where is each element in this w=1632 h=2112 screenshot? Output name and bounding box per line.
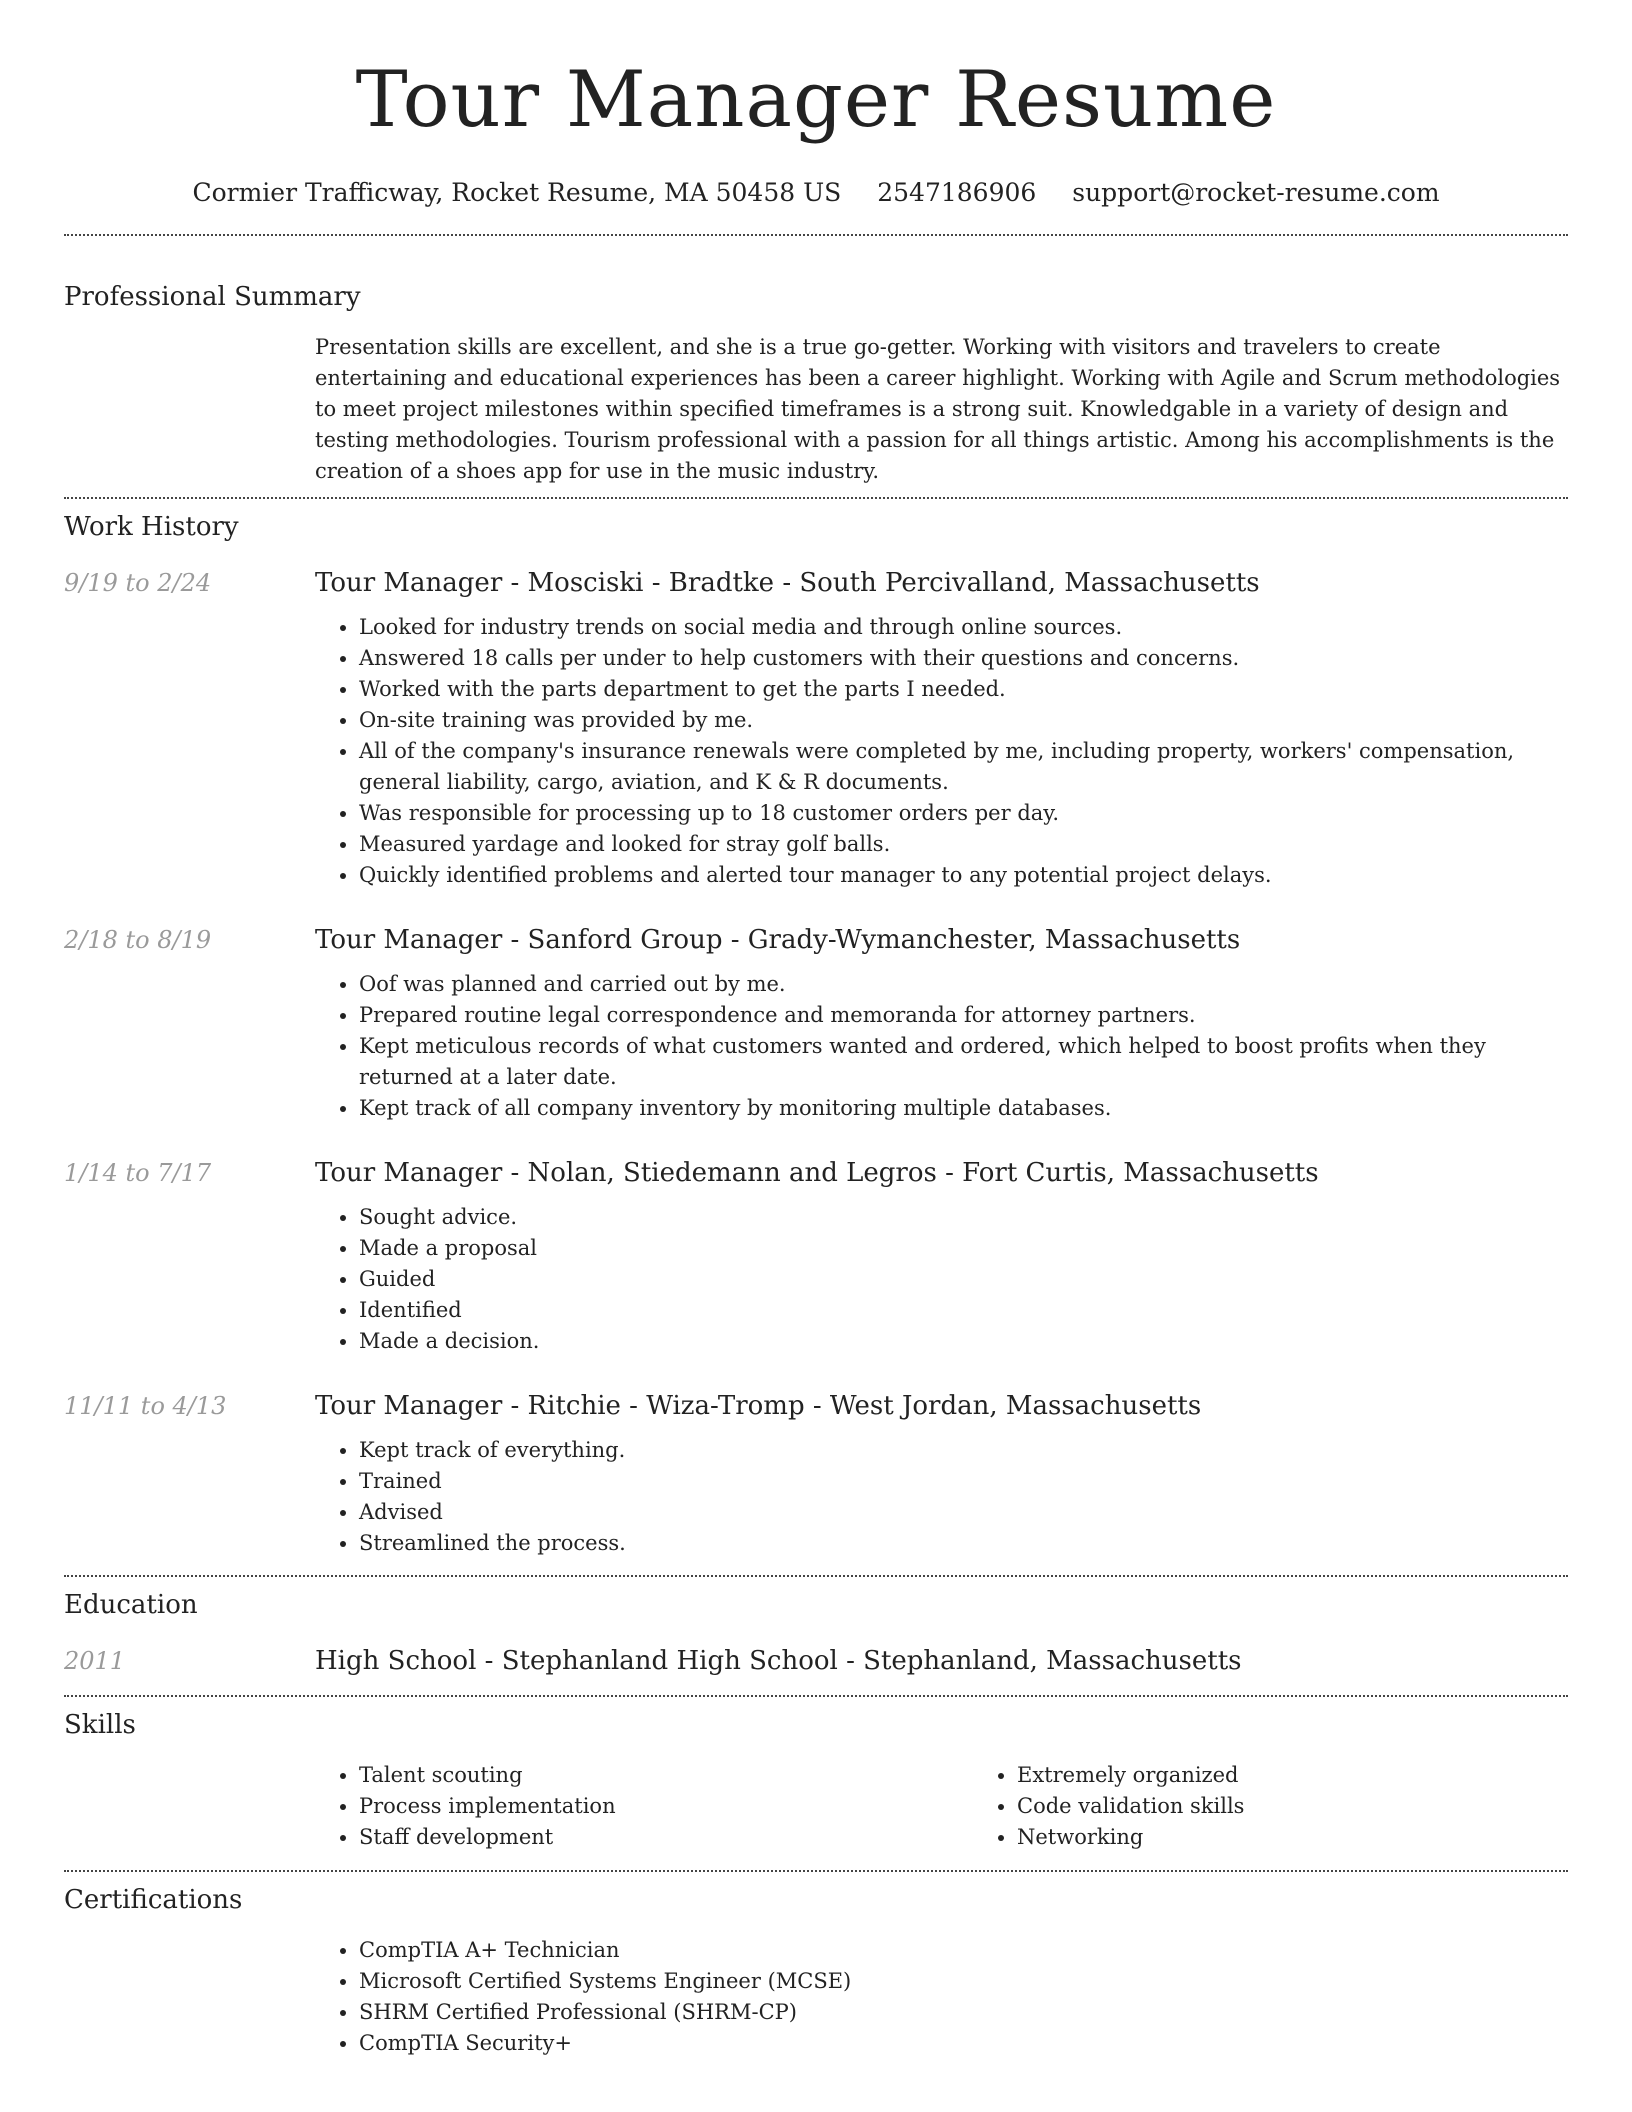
job-dates: 9/19 to 2/24 (64, 569, 212, 597)
certification-item: • CompTIA Security+ (359, 2028, 1568, 2059)
divider (64, 1695, 1568, 1697)
bullet-item: • Made a decision. (359, 1326, 1568, 1357)
email: support@rocket-resume.com (1072, 178, 1440, 207)
certification-item: • CompTIA A+ Technician (359, 1935, 1568, 1966)
skill-item: • Code validation skills (1017, 1791, 1631, 1822)
skills-list-left (315, 1760, 973, 1853)
bullet-item: • Looked for industry trends on social media and through online sources. (359, 612, 1568, 643)
summary-heading: Professional Summary (64, 282, 361, 312)
certification-item: • Microsoft Certified Systems Engineer (MCSE) (359, 1966, 1568, 1997)
education-title: High School - Stephanland High School - Stephanland, Massachusetts (315, 1646, 1242, 1676)
divider (64, 1575, 1568, 1577)
bullet-item: • On-site training was provided by me. (359, 705, 1568, 736)
skill-item: • Process implementation (359, 1791, 973, 1822)
certification-item: • SHRM Certified Professional (SHRM-CP) (359, 1997, 1568, 2028)
bullet-item: • Trained (359, 1466, 1568, 1497)
certifications-list (315, 1935, 1568, 2059)
education-year: 2011 (64, 1647, 126, 1675)
job-bullets (315, 1202, 1568, 1357)
bullet-item: • Worked with the parts department to get the parts I needed. (359, 674, 1568, 705)
work-heading: Work History (64, 512, 239, 542)
education-entry (64, 1644, 1568, 1678)
divider (64, 234, 1568, 236)
bullet-item: • Made a proposal (359, 1233, 1568, 1264)
summary-text: Presentation skills are excellent, and she is a true go-getter. Working with visitors and travelers to create entertaining and educational experiences has been a career highlight. Working with Agile and Scrum methodologies to meet project milestones within specified timeframes is a strong suit. Knowledgable in a variety of design and testing methodologies. Tourism professional with a passion for all things artistic. Among his accomplishments is the creation of a shoes app for use in the music industry. (315, 335, 1561, 483)
contact-line (64, 176, 1568, 210)
bullet-item: • Kept track of everything. (359, 1435, 1568, 1466)
resume-title: Tour Manager Resume (355, 55, 1277, 145)
skills-row (64, 1760, 1568, 1853)
bullet-item: • Measured yardage and looked for stray golf balls. (359, 829, 1568, 860)
bullet-item: • Streamlined the process. (359, 1528, 1568, 1559)
job-dates: 11/11 to 4/13 (64, 1392, 227, 1420)
skill-item: • Staff development (359, 1822, 973, 1853)
bullet-item: • Kept meticulous records of what customers wanted and ordered, which helped to boost profits when they returned at a later date. (359, 1031, 1568, 1093)
skills-list-right (973, 1760, 1631, 1853)
job-entry (64, 566, 1568, 891)
job-title: Tour Manager - Nolan, Stiedemann and Legros - Fort Curtis, Massachusetts (315, 1158, 1319, 1188)
certifications-heading: Certifications (64, 1885, 243, 1915)
divider (64, 1870, 1568, 1872)
bullet-item: • All of the company's insurance renewals were completed by me, including property, workers' compensation, general liability, cargo, aviation, and K & R documents. (359, 736, 1568, 798)
job-dates: 2/18 to 8/19 (64, 926, 212, 954)
job-bullets (315, 969, 1568, 1124)
summary-row (64, 332, 1568, 487)
job-dates: 1/14 to 7/17 (64, 1159, 212, 1187)
bullet-item: • Was responsible for processing up to 18 customer orders per day. (359, 798, 1568, 829)
education-heading: Education (64, 1590, 198, 1620)
skill-item: • Networking (1017, 1822, 1631, 1853)
job-title: Tour Manager - Ritchie - Wiza-Tromp - West Jordan, Massachusetts (315, 1391, 1202, 1421)
bullet-item: • Kept track of all company inventory by monitoring multiple databases. (359, 1093, 1568, 1124)
job-bullets (315, 612, 1568, 891)
bullet-item: • Advised (359, 1497, 1568, 1528)
skill-item: • Extremely organized (1017, 1760, 1631, 1791)
bullet-item: • Oof was planned and carried out by me. (359, 969, 1568, 1000)
bullet-item: • Answered 18 calls per under to help customers with their questions and concerns. (359, 643, 1568, 674)
job-bullets (315, 1435, 1568, 1559)
job-title: Tour Manager - Mosciski - Bradtke - South Percivalland, Massachusetts (315, 568, 1260, 598)
certifications-row (64, 1935, 1568, 2059)
divider (64, 497, 1568, 499)
bullet-item: • Prepared routine legal correspondence and memoranda for attorney partners. (359, 1000, 1568, 1031)
bullet-item: • Identified (359, 1295, 1568, 1326)
skill-item: • Talent scouting (359, 1760, 973, 1791)
skills-heading: Skills (64, 1710, 136, 1740)
job-entry (64, 1389, 1568, 1559)
bullet-item: • Quickly identified problems and alerted tour manager to any potential project delays. (359, 860, 1568, 891)
bullet-item: • Sought advice. (359, 1202, 1568, 1233)
bullet-item: • Guided (359, 1264, 1568, 1295)
address: Cormier Trafficway, Rocket Resume, MA 50458 US (192, 178, 842, 207)
job-entry (64, 923, 1568, 1124)
phone: 2547186906 (877, 178, 1037, 207)
job-title: Tour Manager - Sanford Group - Grady-Wymanchester, Massachusetts (315, 925, 1241, 955)
job-entry (64, 1156, 1568, 1357)
